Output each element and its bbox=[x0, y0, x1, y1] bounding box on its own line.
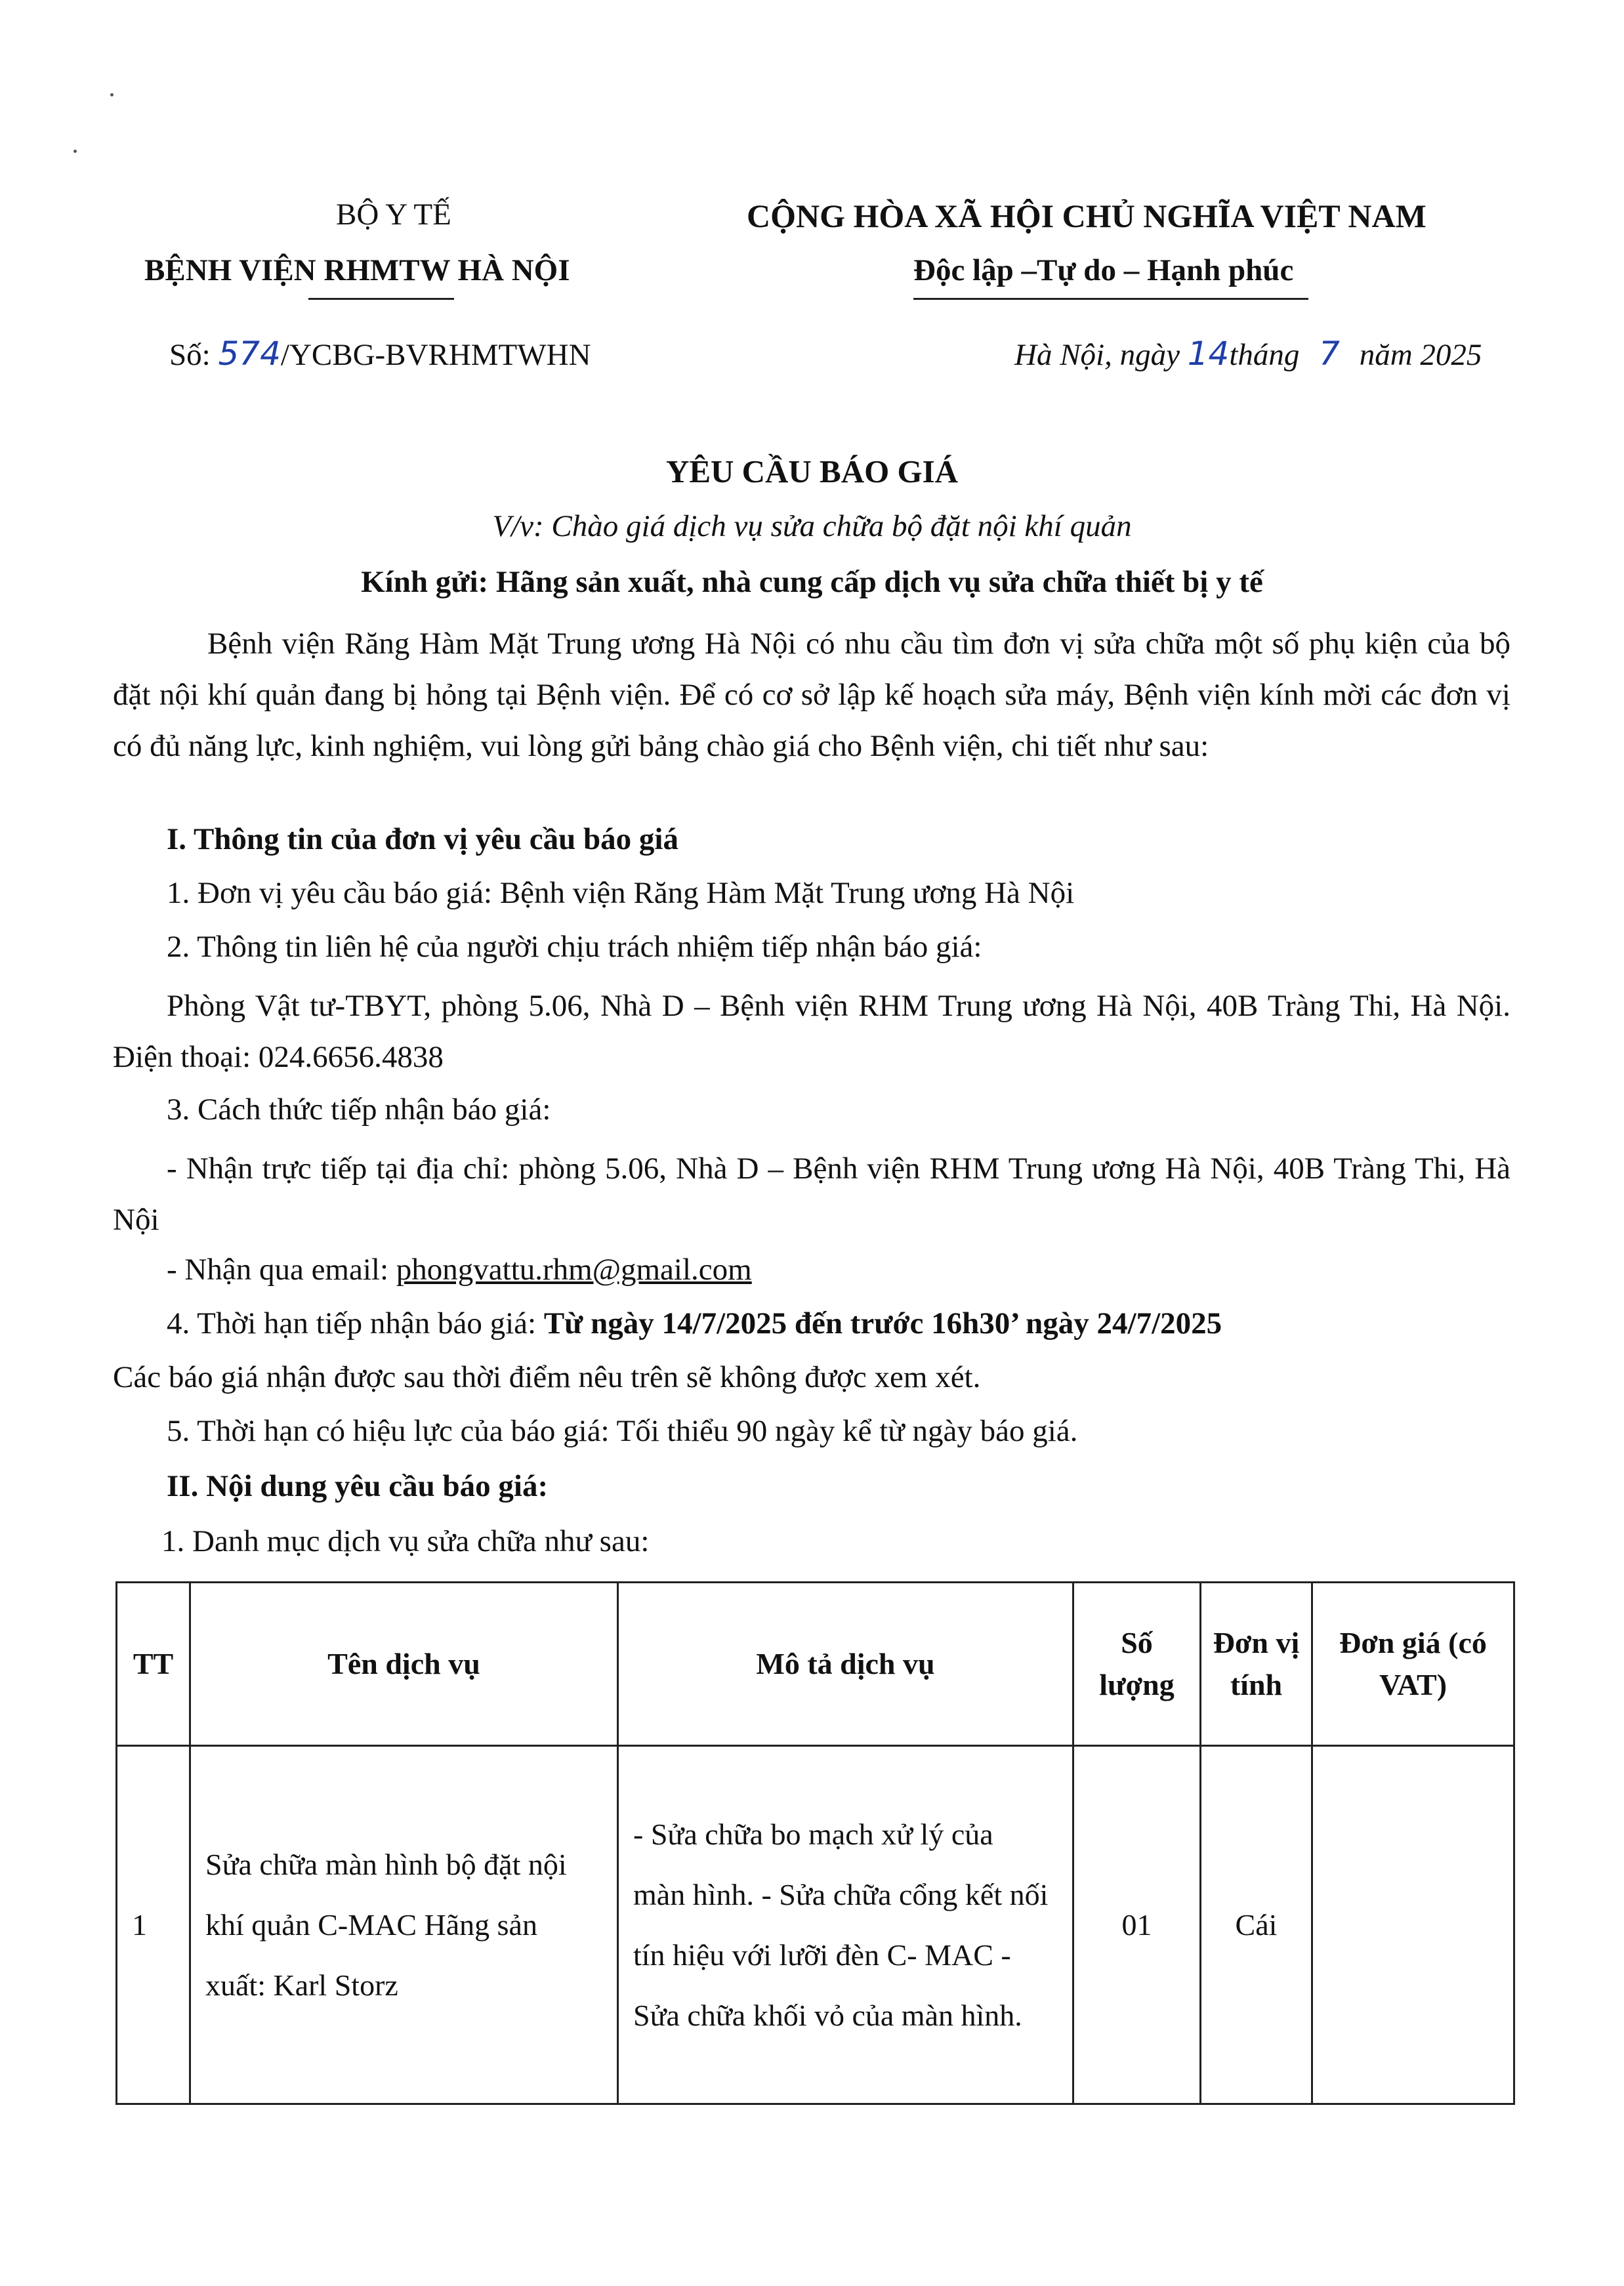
ministry-name: BỘ Y TẾ bbox=[336, 197, 451, 232]
section-2-heading: II. Nội dung yêu cầu báo giá: bbox=[167, 1469, 549, 1503]
table-row bbox=[117, 1746, 1514, 2104]
recipient: Kính gửi: Hãng sản xuất, nhà cung cấp dịch vụ sửa chữa thiết bị y tế bbox=[361, 565, 1263, 599]
header-desc: Mô tả dịch vụ bbox=[618, 1583, 1073, 1746]
section-1-item-2: 2. Thông tin liên hệ của người chịu trách nhiệm tiếp nhận báo giá: bbox=[167, 930, 982, 964]
document-title: YÊU CẦU BÁO GIÁ bbox=[665, 453, 959, 489]
cell-desc: - Sửa chữa bo mạch xử lý của màn hình. - Sửa chữa cổng kết nối tín hiệu với lưỡi đèn C- MAC - Sửa chữa khối vỏ của màn hình. bbox=[618, 1746, 1073, 2104]
section-1-item-2-detail: Phòng Vật tư-TBYT, phòng 5.06, Nhà D – Bệnh viện RHM Trung ương Hà Nội, 40B Tràng Thi, Hà Nội. Điện thoại: 024.6656.4838 bbox=[113, 989, 1510, 1074]
deadline-label: 4. Thời hạn tiếp nhận báo giá: bbox=[167, 1306, 544, 1340]
direct-address: phòng 5.06, Nhà D – Bệnh viện RHM Trung ương Hà Nội, 40B Tràng Thi, Hà Nội bbox=[113, 1152, 1510, 1237]
header-unit: Đơn vị tính bbox=[1201, 1583, 1312, 1746]
section-1-item-4-note: Các báo giá nhận được sau thời điểm nêu trên sẽ không được xem xét. bbox=[113, 1360, 981, 1394]
handwritten-day: 14 bbox=[1187, 335, 1230, 373]
header-name: Tên dịch vụ bbox=[190, 1583, 618, 1746]
document-date bbox=[1014, 335, 1482, 373]
handwritten-month: 7 bbox=[1319, 335, 1340, 373]
handwritten-number: 574 bbox=[218, 335, 281, 373]
document-number bbox=[169, 335, 591, 373]
section-1-item-5: 5. Thời hạn có hiệu lực của báo giá: Tối thiểu 90 ngày kể từ ngày báo giá. bbox=[167, 1414, 1078, 1448]
intro-paragraph: Bệnh viện Răng Hàm Mặt Trung ương Hà Nội có nhu cầu tìm đơn vị sửa chữa một số phụ kiện của bộ đặt nội khí quản đang bị hỏng tại Bệnh viện. Để có cơ sở lập kế hoạch sửa máy, Bệnh viện kính mời các đơn vị có đủ năng lực, kinh nghiệm, vui lòng gửi bảng chào giá cho Bệnh viện, chi tiết như sau: bbox=[113, 627, 1510, 763]
section-2-item-1: 1. Danh mục dịch vụ sửa chữa như sau: bbox=[161, 1524, 650, 1558]
section-1-item-4 bbox=[167, 1306, 1222, 1341]
date-month-label: tháng bbox=[1229, 338, 1300, 372]
service-table bbox=[115, 1581, 1515, 2105]
cell-tt: 1 bbox=[117, 1746, 190, 2104]
hospital-name: BỆNH VIỆN RHMTW HÀ NỘI bbox=[144, 253, 570, 287]
date-prefix: Hà Nội, ngày bbox=[1014, 338, 1180, 372]
cell-unit: Cái bbox=[1201, 1746, 1312, 2104]
cell-price bbox=[1312, 1746, 1514, 2104]
number-suffix: /YCBG-BVRHMTWHN bbox=[280, 338, 591, 372]
date-year: năm 2025 bbox=[1359, 338, 1482, 372]
header-qty: Số lượng bbox=[1073, 1583, 1201, 1746]
header-tt: TT bbox=[117, 1583, 190, 1746]
motto: Độc lập –Tự do – Hạnh phúc bbox=[913, 253, 1294, 287]
scan-speck bbox=[73, 150, 77, 153]
table-header-row bbox=[117, 1583, 1514, 1746]
number-prefix: Số: bbox=[169, 338, 211, 372]
republic-title: CỘNG HÒA XÃ HỘI CHỦ NGHĨA VIỆT NAM bbox=[747, 197, 1426, 234]
cell-qty: 01 bbox=[1073, 1746, 1201, 2104]
section-1-item-1: 1. Đơn vị yêu cầu báo giá: Bệnh viện Răng Hàm Mặt Trung ương Hà Nội bbox=[167, 876, 1075, 910]
document-subject: V/v: Chào giá dịch vụ sửa chữa bộ đặt nội khí quản bbox=[492, 509, 1132, 543]
email-link[interactable]: phongvattu.rhm@gmail.com bbox=[396, 1253, 752, 1287]
header-price: Đơn giá (có VAT) bbox=[1312, 1583, 1514, 1746]
direct-label: - Nhận trực tiếp tại địa chỉ: bbox=[167, 1152, 510, 1186]
hospital-underline bbox=[308, 298, 454, 300]
motto-underline bbox=[913, 298, 1308, 300]
scan-speck bbox=[110, 93, 114, 96]
section-1-item-3: 3. Cách thức tiếp nhận báo giá: bbox=[167, 1092, 551, 1127]
cell-name: Sửa chữa màn hình bộ đặt nội khí quản C-MAC Hãng sản xuất: Karl Storz bbox=[190, 1746, 618, 2104]
section-1-item-3-email bbox=[167, 1252, 752, 1287]
deadline-value: Từ ngày 14/7/2025 đến trước 16h30’ ngày 24/7/2025 bbox=[543, 1306, 1222, 1340]
section-1-item-3-direct bbox=[113, 1143, 1510, 1245]
section-1-heading: I. Thông tin của đơn vị yêu cầu báo giá bbox=[167, 822, 678, 856]
email-label: - Nhận qua email: bbox=[167, 1253, 389, 1287]
